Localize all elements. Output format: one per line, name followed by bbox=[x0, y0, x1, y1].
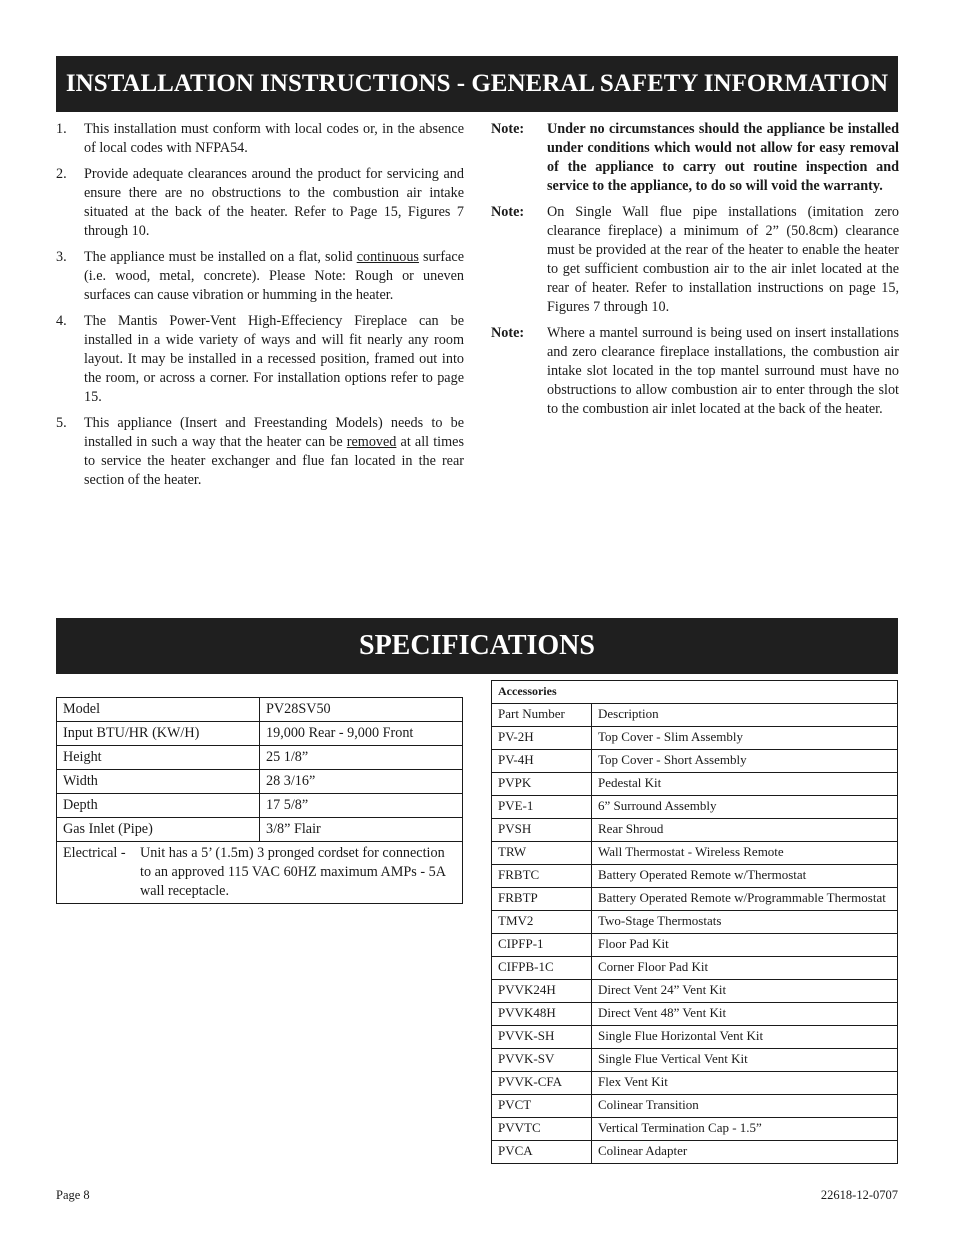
description-cell: Corner Floor Pad Kit bbox=[592, 957, 898, 980]
part-number-cell: TRW bbox=[492, 842, 592, 865]
description-cell: Colinear Transition bbox=[592, 1095, 898, 1118]
spec-key: Height bbox=[57, 746, 260, 770]
part-number-cell: PVSH bbox=[492, 819, 592, 842]
table-row bbox=[492, 819, 898, 842]
part-number-cell: PVCA bbox=[492, 1141, 592, 1164]
accessories-title: Accessories bbox=[492, 681, 898, 704]
table-row bbox=[492, 796, 898, 819]
description-cell: Single Flue Vertical Vent Kit bbox=[592, 1049, 898, 1072]
instruction-number: 2. bbox=[56, 166, 67, 182]
instruction-text bbox=[84, 414, 464, 490]
electrical-value: Unit has a 5’ (1.5m) 3 pronged cordset for connection to an approved 115 VAC 60HZ maximum AMPs - 5A wall receptacle. bbox=[140, 845, 446, 899]
specifications-title-text: SPECIFICATIONS bbox=[359, 630, 595, 661]
description-cell: Top Cover - Short Assembly bbox=[592, 750, 898, 773]
table-row bbox=[492, 842, 898, 865]
table-row bbox=[492, 888, 898, 911]
table-row bbox=[492, 1049, 898, 1072]
table-row bbox=[492, 1072, 898, 1095]
instruction-number: 4. bbox=[56, 313, 67, 329]
safety-section-title bbox=[56, 56, 898, 112]
instruction-text-part: The appliance must be installed on a flat, solid bbox=[84, 249, 357, 265]
description-cell: Battery Operated Remote w/Programmable Thermostat bbox=[592, 888, 898, 911]
spec-key: Depth bbox=[57, 794, 260, 818]
safety-notes bbox=[491, 120, 899, 426]
part-number-cell: PVPK bbox=[492, 773, 592, 796]
instruction-item-4 bbox=[56, 312, 464, 407]
instruction-number: 3. bbox=[56, 249, 67, 265]
table-row bbox=[492, 773, 898, 796]
description-cell: Wall Thermostat - Wireless Remote bbox=[592, 842, 898, 865]
spec-value: 28 3/16” bbox=[260, 770, 463, 794]
part-number-cell: TMV2 bbox=[492, 911, 592, 934]
description-cell: Vertical Termination Cap - 1.5” bbox=[592, 1118, 898, 1141]
part-number-cell: PVCT bbox=[492, 1095, 592, 1118]
description-cell: Two-Stage Thermostats bbox=[592, 911, 898, 934]
table-row bbox=[57, 722, 463, 746]
instruction-text-part: This appliance (Insert and Freestanding Models) needs to be installed in such a way that the heater can be bbox=[84, 415, 464, 450]
description-cell: Direct Vent 48” Vent Kit bbox=[592, 1003, 898, 1026]
description-cell: Direct Vent 24” Vent Kit bbox=[592, 980, 898, 1003]
table-row bbox=[492, 1003, 898, 1026]
note-text: Where a mantel surround is being used on insert installations and zero clearance fireplace installations, the combustion air intake slot located in the top mantel surround must have no obstructions to allow combustion air to enter through the slot to the combustion air inlet located at the back of the heater. bbox=[547, 325, 899, 417]
instruction-text: Provide adequate clearances around the product for servicing and ensure there are no obstructions to the combustion air intake situated at the back of the heater. Refer to Page 15, Figures 7 through 10. bbox=[84, 166, 464, 239]
note-text: On Single Wall flue pipe installations (imitation zero clearance fireplace) a minimum of 2” (50.8cm) clearance must be provided at the rear of the heater to enable the heater to get sufficient combustion air to the air inlet located at the rear of heater. Refer to installation instructions on page 15, Figures 7 through 10. bbox=[547, 204, 899, 315]
instruction-item-2 bbox=[56, 165, 464, 241]
underlined-word: continuous bbox=[356, 249, 419, 265]
note-text: Under no circumstances should the appliance be installed under conditions which would not allow for easy removal of the appliance to carry out routine inspection and service to the appliance, to do so will void the warranty. bbox=[547, 121, 899, 194]
instruction-text: The Mantis Power-Vent High-Effeciency Fireplace can be installed in a wide variety of ways and will fit nearly any room layout. It may be installed in a recessed position, framed out into the room, or across a corner. For installation options refer to page 15. bbox=[84, 313, 464, 405]
spec-value: PV28SV50 bbox=[260, 698, 463, 722]
note-label: Note: bbox=[491, 204, 525, 220]
instruction-text-part: at all times to service the heater exchanger and flue fan located in the rear section of the heater. bbox=[84, 434, 464, 488]
table-row bbox=[492, 934, 898, 957]
table-row bbox=[492, 1026, 898, 1049]
part-number-cell: FRBTP bbox=[492, 888, 592, 911]
description-cell: Colinear Adapter bbox=[592, 1141, 898, 1164]
instruction-item-1 bbox=[56, 120, 464, 158]
part-number-cell: PVVK48H bbox=[492, 1003, 592, 1026]
description-cell: Pedestal Kit bbox=[592, 773, 898, 796]
description-cell: Floor Pad Kit bbox=[592, 934, 898, 957]
spec-value: 17 5/8” bbox=[260, 794, 463, 818]
instruction-item-3 bbox=[56, 248, 464, 305]
safety-instructions-list bbox=[56, 120, 464, 497]
table-row bbox=[57, 746, 463, 770]
table-row bbox=[492, 911, 898, 934]
table-row bbox=[57, 818, 463, 842]
part-number-cell: PV-2H bbox=[492, 727, 592, 750]
part-number-cell: PVVTC bbox=[492, 1118, 592, 1141]
description-cell: Flex Vent Kit bbox=[592, 1072, 898, 1095]
spec-key: Input BTU/HR (KW/H) bbox=[57, 722, 260, 746]
part-number-cell: PVVK-CFA bbox=[492, 1072, 592, 1095]
description-cell: Single Flue Horizontal Vent Kit bbox=[592, 1026, 898, 1049]
column-header-description: Description bbox=[592, 704, 898, 727]
table-row bbox=[492, 727, 898, 750]
description-cell: Top Cover - Slim Assembly bbox=[592, 727, 898, 750]
instruction-number: 1. bbox=[56, 121, 67, 137]
table-row bbox=[492, 1095, 898, 1118]
description-cell: 6” Surround Assembly bbox=[592, 796, 898, 819]
instruction-text-part: surface (i.e. wood, metal, concrete). Please Note: Rough or uneven surfaces can cause vibration or humming in the heater. bbox=[84, 249, 464, 303]
instruction-text bbox=[84, 248, 464, 305]
instruction-text: This installation must conform with local codes or, in the absence of local codes with NFPA54. bbox=[84, 121, 464, 156]
column-header-part: Part Number bbox=[492, 704, 592, 727]
table-row bbox=[57, 794, 463, 818]
specifications-table bbox=[56, 697, 463, 904]
safety-section-title-text: INSTALLATION INSTRUCTIONS - GENERAL SAFETY INFORMATION bbox=[65, 70, 889, 97]
electrical-label: Electrical - bbox=[63, 845, 126, 861]
accessories-table bbox=[491, 680, 898, 1164]
note-label: Note: bbox=[491, 325, 525, 341]
spec-key: Model bbox=[57, 698, 260, 722]
underlined-word: removed bbox=[346, 434, 397, 450]
part-number-cell: CIFPB-1C bbox=[492, 957, 592, 980]
part-number-cell: PVVK-SH bbox=[492, 1026, 592, 1049]
table-row bbox=[57, 842, 463, 904]
note-1 bbox=[491, 120, 899, 196]
instruction-number: 5. bbox=[56, 415, 67, 431]
table-title-row bbox=[492, 681, 898, 704]
part-number-cell: FRBTC bbox=[492, 865, 592, 888]
note-label: Note: bbox=[491, 121, 525, 137]
table-row bbox=[57, 770, 463, 794]
table-row bbox=[492, 1118, 898, 1141]
part-number-cell: PV-4H bbox=[492, 750, 592, 773]
part-number-cell: PVVK24H bbox=[492, 980, 592, 1003]
part-number-cell: CIPFP-1 bbox=[492, 934, 592, 957]
spec-key: Gas Inlet (Pipe) bbox=[57, 818, 260, 842]
accessories-body bbox=[492, 727, 898, 1164]
specifications-title bbox=[56, 618, 898, 674]
instruction-item-5 bbox=[56, 414, 464, 490]
note-3 bbox=[491, 324, 899, 419]
electrical-cell bbox=[57, 842, 463, 904]
document-number: 22618-12-0707 bbox=[820, 1188, 898, 1202]
table-row bbox=[492, 957, 898, 980]
spec-value: 3/8” Flair bbox=[260, 818, 463, 842]
spec-value: 25 1/8” bbox=[260, 746, 463, 770]
table-row bbox=[492, 865, 898, 888]
table-header-row bbox=[492, 704, 898, 727]
spec-value: 19,000 Rear - 9,000 Front bbox=[260, 722, 463, 746]
description-cell: Rear Shroud bbox=[592, 819, 898, 842]
part-number-cell: PVVK-SV bbox=[492, 1049, 592, 1072]
description-cell: Battery Operated Remote w/Thermostat bbox=[592, 865, 898, 888]
electrical-spec bbox=[63, 844, 456, 901]
table-row bbox=[492, 750, 898, 773]
page-number: Page 8 bbox=[56, 1188, 90, 1202]
table-row bbox=[492, 980, 898, 1003]
table-row bbox=[57, 698, 463, 722]
note-2 bbox=[491, 203, 899, 317]
part-number-cell: PVE-1 bbox=[492, 796, 592, 819]
spec-key: Width bbox=[57, 770, 260, 794]
table-row bbox=[492, 1141, 898, 1164]
